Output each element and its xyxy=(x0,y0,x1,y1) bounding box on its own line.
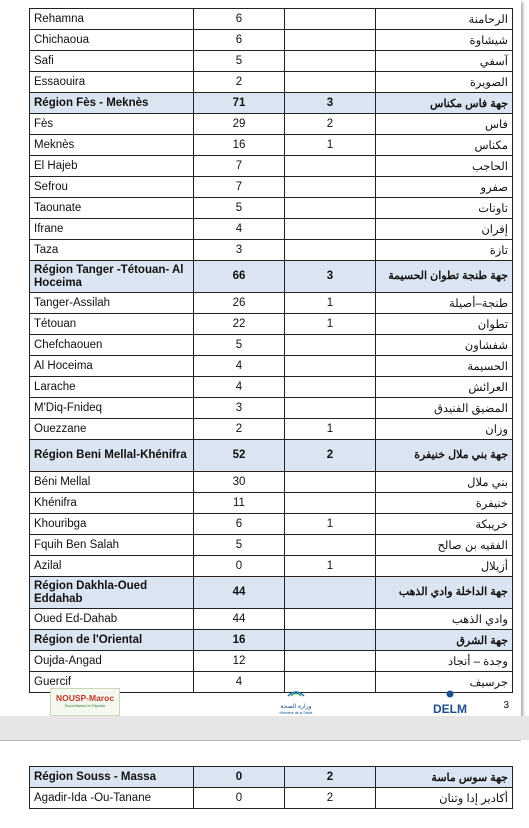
province-ar-cell: صفرو xyxy=(376,177,513,198)
count-deaths-cell xyxy=(285,535,376,556)
province-fr-cell: Khénifra xyxy=(30,493,194,514)
ministry-emblem-icon xyxy=(286,688,306,698)
province-fr-cell: Tanger-Assilah xyxy=(30,293,194,314)
province-ar-cell: تازة xyxy=(376,240,513,261)
province-fr-cell: El Hajeb xyxy=(30,156,194,177)
count-deaths-cell xyxy=(285,335,376,356)
province-fr-cell: Agadir-Ida -Ou-Tanane xyxy=(30,788,194,809)
count-deaths-cell xyxy=(285,30,376,51)
province-fr-cell: Meknès xyxy=(30,135,194,156)
province-ar-cell: أزيلال xyxy=(376,556,513,577)
province-ar-cell: شفشاون xyxy=(376,335,513,356)
count-deaths-cell: 2 xyxy=(285,788,376,809)
table-row xyxy=(30,419,513,440)
count-cases-cell: 0 xyxy=(194,556,285,577)
count-cases-cell: 16 xyxy=(194,135,285,156)
province-ar-cell: إفران xyxy=(376,219,513,240)
count-cases-cell: 11 xyxy=(194,493,285,514)
province-ar-cell: تطوان xyxy=(376,314,513,335)
count-deaths-cell xyxy=(285,51,376,72)
count-cases-cell: 4 xyxy=(194,219,285,240)
count-deaths-cell: 2 xyxy=(285,114,376,135)
province-ar-cell: الحسيمة xyxy=(376,356,513,377)
province-ar-cell: وزان xyxy=(376,419,513,440)
table-row xyxy=(30,314,513,335)
count-deaths-cell: 3 xyxy=(285,93,376,114)
ministry-logo xyxy=(272,685,320,715)
province-ar-cell: جرسيف xyxy=(376,672,513,693)
count-deaths-cell xyxy=(285,398,376,419)
count-cases-cell: 7 xyxy=(194,177,285,198)
count-cases-cell: 6 xyxy=(194,9,285,30)
count-deaths-cell: 1 xyxy=(285,293,376,314)
cases-table-continued xyxy=(29,766,513,809)
count-deaths-cell xyxy=(285,9,376,30)
count-deaths-cell xyxy=(285,177,376,198)
count-deaths-cell: 1 xyxy=(285,135,376,156)
count-deaths-cell xyxy=(285,630,376,651)
province-fr-cell: Taounate xyxy=(30,198,194,219)
province-ar-cell: جهة الداخلة وادي الذهب xyxy=(376,577,513,609)
province-fr-cell: Safi xyxy=(30,51,194,72)
count-cases-cell: 5 xyxy=(194,535,285,556)
table-row xyxy=(30,356,513,377)
count-cases-cell: 2 xyxy=(194,72,285,93)
region-row xyxy=(30,630,513,651)
province-fr-cell: Oujda-Angad xyxy=(30,651,194,672)
table-row xyxy=(30,651,513,672)
count-cases-cell: 0 xyxy=(194,788,285,809)
table-row xyxy=(30,240,513,261)
count-deaths-cell: 2 xyxy=(285,440,376,472)
province-fr-cell: Région de l'Oriental xyxy=(30,630,194,651)
province-ar-cell: مكناس xyxy=(376,135,513,156)
count-cases-cell: 44 xyxy=(194,609,285,630)
count-cases-cell: 5 xyxy=(194,51,285,72)
province-ar-cell: جهة سوس ماسة xyxy=(376,767,513,788)
province-ar-cell: العرائش xyxy=(376,377,513,398)
ministry-name-fr: Ministère de la Santé xyxy=(279,711,313,715)
delm-logo-title: DELM xyxy=(433,702,467,716)
province-fr-cell: Région Beni Mellal-Khénifra xyxy=(30,440,194,472)
table-row xyxy=(30,335,513,356)
count-cases-cell: 3 xyxy=(194,398,285,419)
province-ar-cell: شيشاوة xyxy=(376,30,513,51)
table-row xyxy=(30,493,513,514)
nousp-logo-title: NOUSP-Maroc xyxy=(55,693,115,703)
nousp-logo xyxy=(50,688,120,716)
count-deaths-cell xyxy=(285,156,376,177)
table-row xyxy=(30,114,513,135)
count-cases-cell: 6 xyxy=(194,514,285,535)
table-row xyxy=(30,377,513,398)
province-fr-cell: Chichaoua xyxy=(30,30,194,51)
count-deaths-cell xyxy=(285,72,376,93)
table-row xyxy=(30,472,513,493)
count-deaths-cell xyxy=(285,356,376,377)
province-ar-cell: طنجة–أصيلة xyxy=(376,293,513,314)
count-deaths-cell: 1 xyxy=(285,419,376,440)
province-fr-cell: Guercif xyxy=(30,672,194,693)
count-cases-cell: 4 xyxy=(194,672,285,693)
province-fr-cell: Région Souss - Massa xyxy=(30,767,194,788)
count-cases-cell: 26 xyxy=(194,293,285,314)
count-deaths-cell xyxy=(285,577,376,609)
province-fr-cell: Larache xyxy=(30,377,194,398)
province-ar-cell: جهة طنجة تطوان الحسيمة xyxy=(376,261,513,293)
count-cases-cell: 44 xyxy=(194,577,285,609)
province-fr-cell: Chefchaouen xyxy=(30,335,194,356)
province-ar-cell: الصويرة xyxy=(376,72,513,93)
province-ar-cell: خريبكة xyxy=(376,514,513,535)
cases-table xyxy=(29,8,513,693)
page-number: 3 xyxy=(503,700,509,711)
count-cases-cell: 12 xyxy=(194,651,285,672)
province-ar-cell: المضيق الفنيدق xyxy=(376,398,513,419)
count-deaths-cell xyxy=(285,198,376,219)
province-ar-cell: الحاجب xyxy=(376,156,513,177)
count-deaths-cell: 3 xyxy=(285,261,376,293)
count-deaths-cell xyxy=(285,472,376,493)
count-cases-cell: 7 xyxy=(194,156,285,177)
table-row xyxy=(30,177,513,198)
province-fr-cell: Région Dakhla-Oued Eddahab xyxy=(30,577,194,609)
count-cases-cell: 4 xyxy=(194,356,285,377)
count-deaths-cell: 1 xyxy=(285,314,376,335)
table-row xyxy=(30,293,513,314)
count-cases-cell: 52 xyxy=(194,440,285,472)
count-deaths-cell: 2 xyxy=(285,767,376,788)
delm-logo xyxy=(420,685,480,715)
province-fr-cell: Béni Mellal xyxy=(30,472,194,493)
province-fr-cell: Khouribga xyxy=(30,514,194,535)
count-deaths-cell xyxy=(285,219,376,240)
count-cases-cell: 30 xyxy=(194,472,285,493)
count-cases-cell: 22 xyxy=(194,314,285,335)
province-fr-cell: Fquih Ben Salah xyxy=(30,535,194,556)
count-deaths-cell xyxy=(285,493,376,514)
count-deaths-cell xyxy=(285,609,376,630)
province-fr-cell: Azilal xyxy=(30,556,194,577)
table-row xyxy=(30,135,513,156)
count-deaths-cell xyxy=(285,240,376,261)
province-ar-cell: الفقيه بن صالح xyxy=(376,535,513,556)
page-footer xyxy=(0,683,521,716)
province-ar-cell: الرحامنة xyxy=(376,9,513,30)
region-row xyxy=(30,440,513,472)
table-row xyxy=(30,9,513,30)
province-fr-cell: Région Tanger -Tétouan- Al Hoceima xyxy=(30,261,194,293)
table-row xyxy=(30,788,513,809)
count-cases-cell: 4 xyxy=(194,377,285,398)
province-fr-cell: Taza xyxy=(30,240,194,261)
province-ar-cell: آسفي xyxy=(376,51,513,72)
region-row xyxy=(30,261,513,293)
province-ar-cell: فاس xyxy=(376,114,513,135)
count-deaths-cell xyxy=(285,651,376,672)
count-cases-cell: 0 xyxy=(194,767,285,788)
table-row xyxy=(30,398,513,419)
table-row xyxy=(30,609,513,630)
count-cases-cell: 66 xyxy=(194,261,285,293)
nousp-logo-subtitle: Surveillance et Riposte xyxy=(64,703,106,708)
count-deaths-cell xyxy=(285,377,376,398)
ministry-name-ar: وزارة الصحة xyxy=(280,704,312,710)
province-fr-cell: Oued Ed-Dahab xyxy=(30,609,194,630)
province-fr-cell: Fès xyxy=(30,114,194,135)
count-cases-cell: 2 xyxy=(194,419,285,440)
province-ar-cell: جهة فاس مكناس xyxy=(376,93,513,114)
province-fr-cell: Région Fès - Meknès xyxy=(30,93,194,114)
province-fr-cell: Ifrane xyxy=(30,219,194,240)
province-fr-cell: Rehamna xyxy=(30,9,194,30)
count-cases-cell: 6 xyxy=(194,30,285,51)
count-deaths-cell: 1 xyxy=(285,556,376,577)
table-row xyxy=(30,514,513,535)
province-ar-cell: بني ملال xyxy=(376,472,513,493)
table-row xyxy=(30,30,513,51)
count-cases-cell: 5 xyxy=(194,335,285,356)
region-row xyxy=(30,577,513,609)
count-cases-cell: 5 xyxy=(194,198,285,219)
province-ar-cell: جهة الشرق xyxy=(376,630,513,651)
count-cases-cell: 71 xyxy=(194,93,285,114)
delm-emblem-icon xyxy=(443,690,457,698)
province-ar-cell: تاونات xyxy=(376,198,513,219)
document-page-next xyxy=(0,740,521,828)
province-ar-cell: وادي الذهب xyxy=(376,609,513,630)
page-separator xyxy=(0,716,529,740)
count-cases-cell: 16 xyxy=(194,630,285,651)
province-fr-cell: Ouezzane xyxy=(30,419,194,440)
count-deaths-cell: 1 xyxy=(285,514,376,535)
table-row xyxy=(30,556,513,577)
province-fr-cell: M'Diq-Fnideq xyxy=(30,398,194,419)
region-row xyxy=(30,767,513,788)
table-row xyxy=(30,51,513,72)
table-row xyxy=(30,156,513,177)
province-ar-cell: وجدة – أنجاد xyxy=(376,651,513,672)
province-fr-cell: Tétouan xyxy=(30,314,194,335)
province-ar-cell: أكادير إدا وتنان xyxy=(376,788,513,809)
province-fr-cell: Essaouira xyxy=(30,72,194,93)
province-fr-cell: Al Hoceima xyxy=(30,356,194,377)
table-row xyxy=(30,198,513,219)
province-fr-cell: Sefrou xyxy=(30,177,194,198)
province-ar-cell: خنيفرة xyxy=(376,493,513,514)
table-row xyxy=(30,219,513,240)
table-row xyxy=(30,535,513,556)
count-cases-cell: 3 xyxy=(194,240,285,261)
province-ar-cell: جهة بني ملال خنيفرة xyxy=(376,440,513,472)
count-cases-cell: 29 xyxy=(194,114,285,135)
table-row xyxy=(30,72,513,93)
region-row xyxy=(30,93,513,114)
